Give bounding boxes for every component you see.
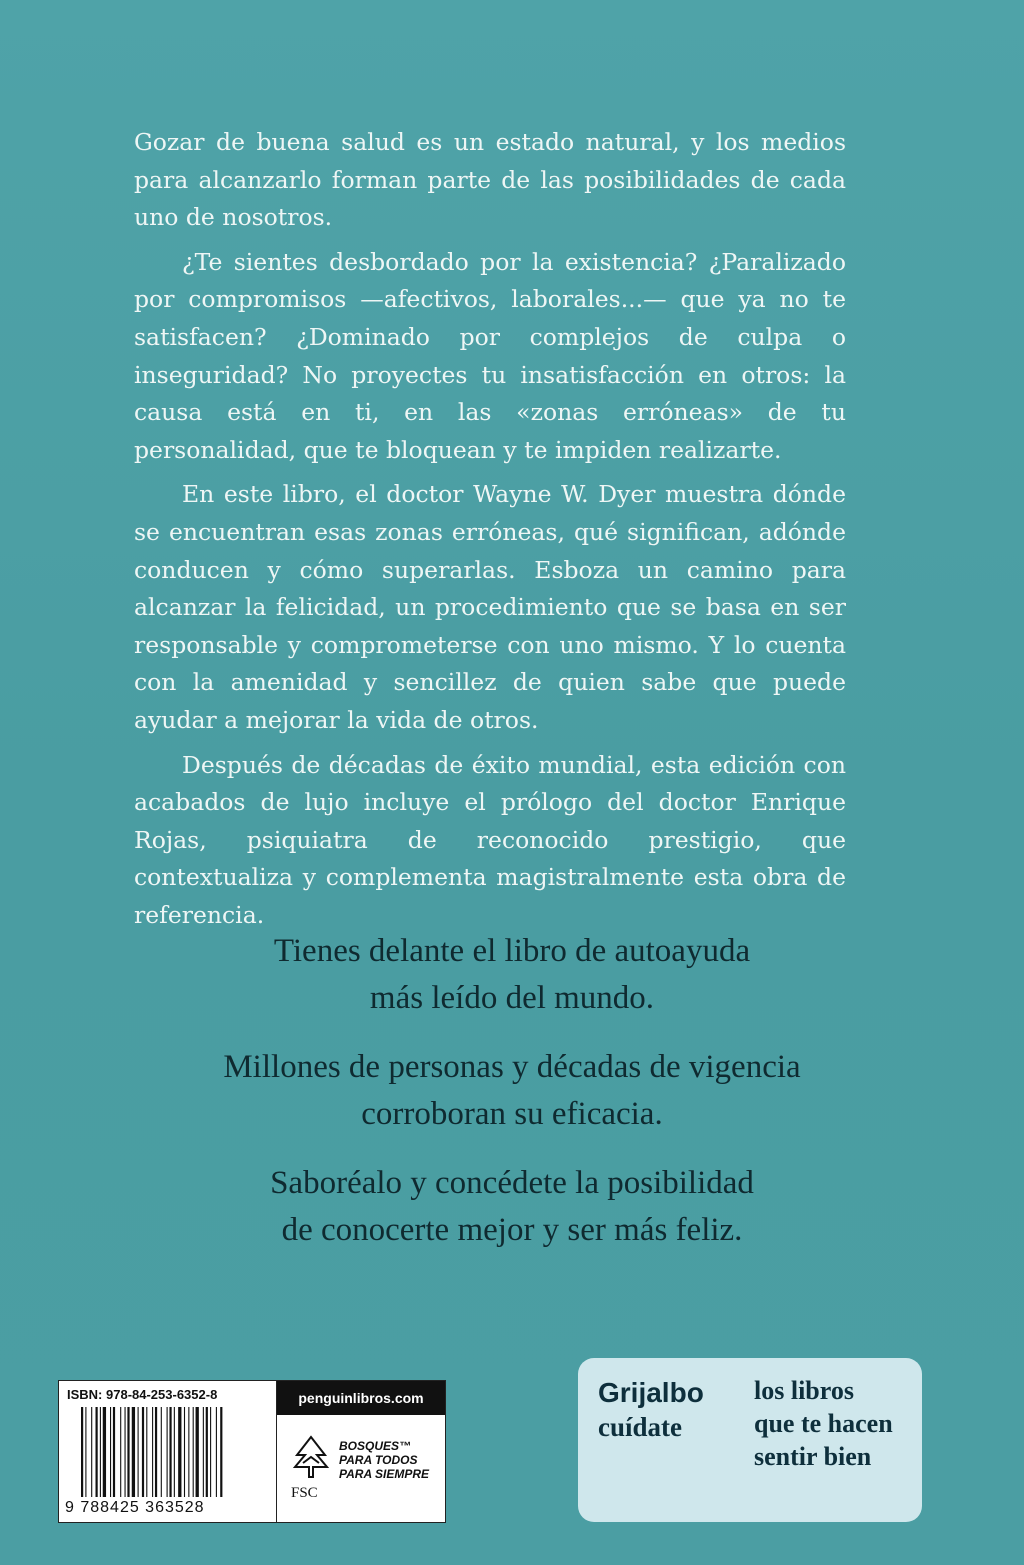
imprint-brand [598,1376,704,1444]
tagline [100,1160,924,1254]
taglines [100,928,924,1276]
fsc-slogan [339,1439,429,1481]
fsc-slogan-line: PARA SIEMPRE [339,1467,430,1481]
motto-line: los libros [754,1376,854,1405]
collection-name: cuídate [598,1412,682,1442]
motto-line: sentir bien [754,1442,872,1471]
motto-line: que te hacen [754,1409,893,1438]
tagline-line: más leído del mundo. [369,980,655,1016]
tagline [100,928,924,1022]
blurb-text [134,124,846,934]
isbn-label: ISBN: 978-84-253-6352-8 [67,1387,218,1402]
fsc-tree-icon [289,1433,333,1479]
tagline-line: corroboran su eficacia. [361,1096,663,1132]
fsc-slogan-line: PARA TODOS [339,1453,418,1467]
blurb-paragraph: En este libro, el doctor Wayne W. Dyer muestra dónde se encuentran esas zonas erróneas, qué significan, adónde conducen y cómo superarlas. Esboza un camino para alcanzar la felicidad, un procedimiento que se basa en ser responsable y comprometerse con uno mismo. Y lo cuenta con la amenidad y sencillez de quien sabe que puede ayudar a mejorar la vida de otros. [134,480,846,734]
barcode-box [58,1380,278,1523]
publisher-website: penguinlibros.com [277,1381,445,1415]
fsc-label: FSC [291,1485,318,1501]
blurb-paragraph: Gozar de buena salud es un estado natural, y los medios para alcanzarlo forman parte de las posibilidades de cada uno de nosotros. [134,128,846,232]
imprint-panel [578,1358,922,1522]
blurb-paragraph: ¿Te sientes desbordado por la existencia? ¿Paralizado por compromisos —afectivos, laborales...— que ya no te satisfacen? ¿Dominado por complejos de culpa o inseguridad? No proyectes tu insatisfacción en otros: la causa está en ti, en las «zonas erróneas» de tu personalidad, que te bloquean y te impiden realizarte. [134,247,846,464]
brand-name: Grijalbo [598,1377,704,1408]
tagline-line: Millones de personas y décadas de vigencia [223,1049,801,1085]
barcode-icon [81,1407,269,1497]
fsc-box [276,1380,446,1523]
blurb-paragraph: Después de décadas de éxito mundial, esta edición con acabados de lujo incluye el prólogo del doctor Enrique Rojas, psiquiatra de reconocido prestigio, que contextualiza y complementa magistralmente esta obra de referencia. [134,750,846,929]
tagline-line: de conocerte mejor y ser más feliz. [281,1212,743,1248]
tagline-line: Saboréalo y concédete la posibilidad [270,1165,754,1201]
fsc-slogan-line: BOSQUES™ [339,1439,412,1453]
barcode-digits: 9 788425 363528 [65,1499,205,1516]
imprint-motto [754,1374,893,1473]
tagline-line: Tienes delante el libro de autoayuda [273,933,751,969]
tagline [100,1044,924,1138]
